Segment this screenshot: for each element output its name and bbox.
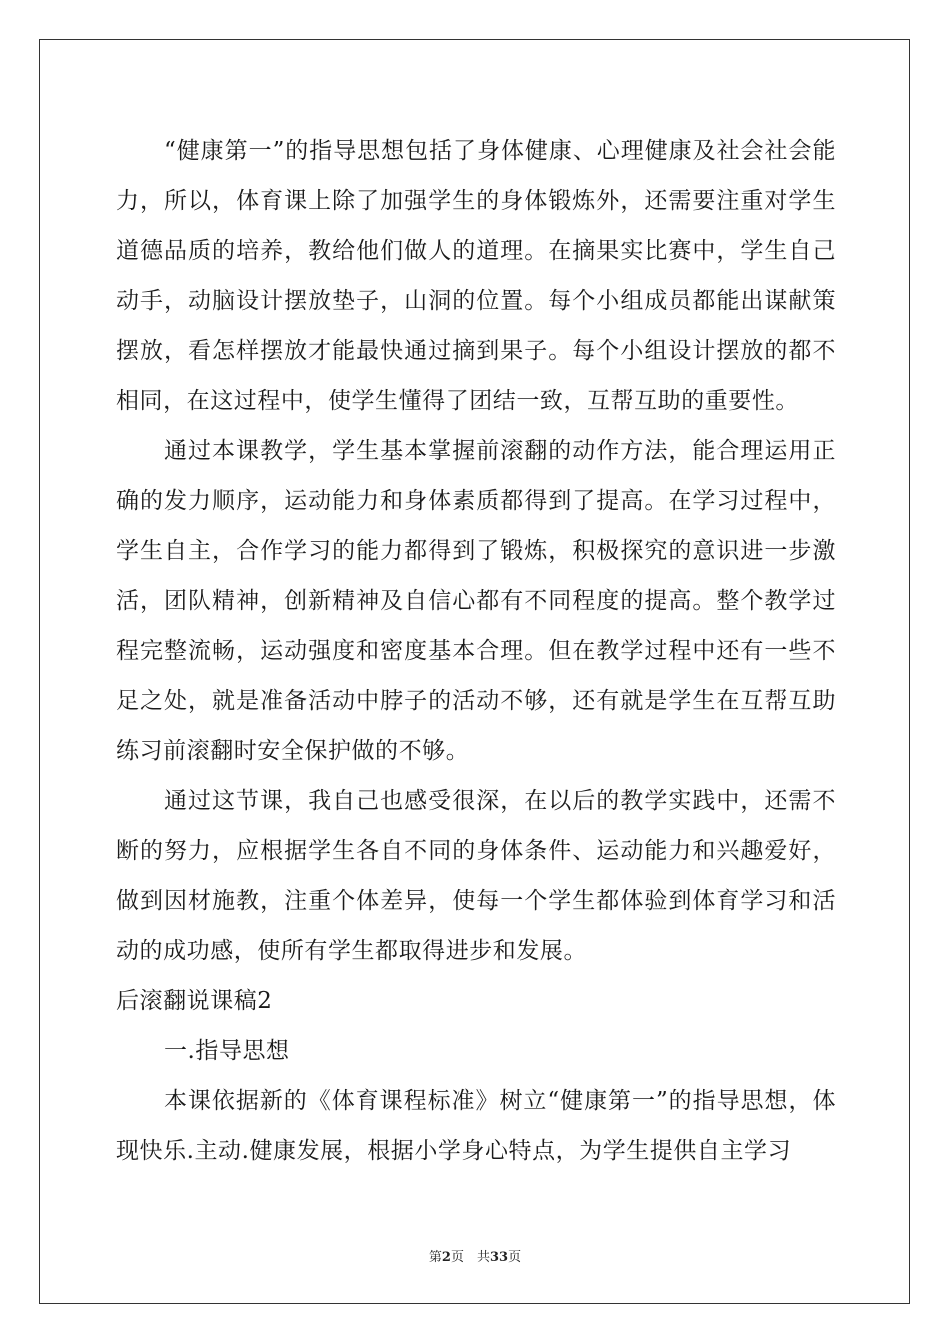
paragraph-reflection: 通过这节课，我自己也感受很深，在以后的教学实践中，还需不断的努力，应根据学生各自不同的身体条件、运动能力和兴趣爱好，做到因材施教，注重个体差异，使每一个学生都体验到体育学习和活动的成功感，使所有学生都取得进步和发展。	[116, 788, 836, 964]
section-title: 后滚翻说课稿2	[116, 988, 273, 1014]
footer-prefix: 第	[428, 1250, 442, 1265]
paragraph-teaching-summary: 通过本课教学，学生基本掌握前滚翻的动作方法，能合理运用正确的发力顺序，运动能力和身体素质都得到了提高。在学习过程中，学生自主，合作学习的能力都得到了锻炼，积极探究的意识进一步激活，团队精神，创新精神及自信心都有不同程度的提高。整个教学过程完整流畅，运动强度和密度基本合理。但在教学过程中还有一些不足之处，就是准备活动中脖子的活动不够，还有就是学生在互帮互助练习前滚翻时安全保护做的不够。	[116, 438, 836, 764]
footer-total-pages: 33	[489, 1250, 509, 1265]
document-body	[116, 126, 836, 1176]
footer-mid: 页 共	[450, 1250, 490, 1265]
page-footer	[0, 1246, 950, 1265]
subheading-guiding-thought: 一.指导思想	[164, 1038, 290, 1064]
footer-suffix: 页	[508, 1250, 522, 1265]
paragraph-curriculum-standard: 本课依据新的《体育课程标准》树立“健康第一”的指导思想，体现快乐.主动.健康发展，根据小学身心特点，为学生提供自主学习	[116, 1088, 836, 1164]
footer-page-number: 2	[441, 1250, 451, 1265]
paragraph-health-first: “健康第一”的指导思想包括了身体健康、心理健康及社会社会能力，所以，体育课上除了加强学生的身体锻炼外，还需要注重对学生道德品质的培养，教给他们做人的道理。在摘果实比赛中，学生自己动手，动脑设计摆放垫子，山洞的位置。每个小组成员都能出谋献策摆放，看怎样摆放才能最快通过摘到果子。每个小组设计摆放的都不相同，在这过程中，使学生懂得了团结一致，互帮互助的重要性。	[116, 138, 836, 414]
